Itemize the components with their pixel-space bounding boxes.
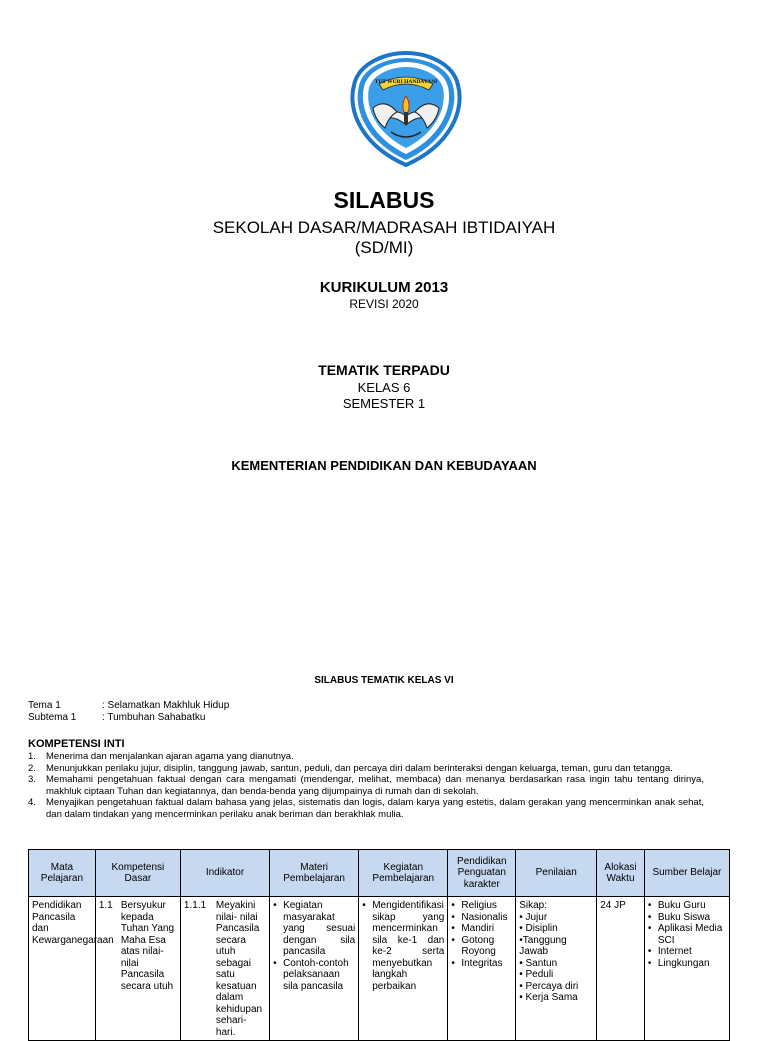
list-item: • Peduli — [519, 969, 554, 980]
list-item: • Nasionalis — [451, 912, 512, 924]
table-header-row — [29, 850, 730, 897]
column-header: Indikator — [180, 850, 269, 897]
list-item: • Gotong Royong — [451, 935, 512, 958]
time-allocation: 24 JP — [600, 900, 626, 911]
list-item: • Percaya diri — [519, 980, 579, 992]
meta-theme — [28, 700, 229, 711]
cell-basic-competence — [95, 897, 180, 1041]
core-competence-heading: KOMPETENSI INTI — [28, 738, 125, 750]
list-item — [28, 774, 704, 797]
item-text: Memahami pengetahuan faktual dengan cara mengamati (mendengar, melihat, membaca) dan menanya berdasarkan rasa ingin tahu tentang dirinya, makhluk ciptaan Tuhan dan kegiatannya, dan benda-benda yang dijumpainya di rumah dan di sekolah. — [46, 774, 704, 797]
column-header: Alokasi Waktu — [597, 850, 645, 897]
assessment-heading: Sikap: — [519, 900, 547, 911]
list-item: • Kegiatan masyarakat yang sesuai dengan sila pancasila — [273, 900, 355, 958]
item-number: 2. — [28, 762, 36, 774]
list-item: • Mengidentifikasi sikap yang mencerminkan sila ke-1 dan ke-2 serta menyebutkan langkah perbaikan — [362, 900, 444, 992]
column-header: Sumber Belajar — [644, 850, 729, 897]
kd-number: 1.1 — [98, 900, 113, 911]
list-item: • Santun — [519, 957, 558, 969]
list-item: • Disiplin — [519, 923, 558, 934]
subject-text: Pendidikan Pancasila dan Kewarganegaraan — [32, 900, 114, 946]
indicator-number: 1.1.1 — [183, 900, 207, 911]
cell-indicator — [180, 897, 269, 1041]
grade: KELAS 6 — [357, 380, 411, 395]
column-header: Penilaian — [516, 850, 597, 897]
cell-material — [270, 897, 359, 1041]
curriculum: KURIKULUM 2013 — [319, 279, 449, 296]
column-header: Mata Pelajaran — [29, 850, 96, 897]
table-row — [29, 897, 730, 1041]
curriculum-revision: REVISI 2020 — [349, 297, 419, 311]
kd-text: Bersyukur kepada Tuhan Yang Maha Esa atas nilai-nilai Pancasila secara utuh — [120, 900, 175, 992]
list-item: • Jujur — [519, 911, 548, 923]
list-item: • Kerja Sama — [519, 992, 578, 1003]
cell-time-allocation — [597, 897, 645, 1041]
item-number: 4. — [28, 797, 36, 809]
item-text: Menerima dan menjalankan ajaran agama yang dianutnya. — [46, 751, 294, 762]
meta-value: : Selamatkan Makhluk Hidup — [102, 700, 230, 711]
column-header: Kompetensi Dasar — [95, 850, 180, 897]
logo-motto: TUT WURI HANDAYANI — [374, 79, 438, 85]
list-item — [28, 797, 704, 820]
section-title: SILABUS TEMATIK KELAS VI — [314, 675, 454, 686]
item-number: 1. — [28, 751, 36, 762]
meta-key: Tema 1 — [28, 700, 61, 711]
tut-wuri-handayani-logo — [345, 50, 467, 168]
list-item: • Integritas — [451, 958, 512, 970]
meta-key: Subtema 1 — [28, 712, 77, 723]
syllabus-table — [28, 849, 730, 1041]
column-header: Pendidikan Penguatan karakter — [448, 850, 516, 897]
list-item: • Religius — [451, 900, 512, 912]
cell-assessment — [516, 897, 597, 1041]
meta-subtheme — [28, 712, 205, 723]
column-header: Kegiatan Pembelajaran — [359, 850, 448, 897]
subject: TEMATIK TERPADU — [318, 362, 450, 378]
list-item: • Buku Guru — [648, 900, 726, 912]
item-text: Menunjukkan perilaku jujur, disiplin, tanggung jawab, santun, peduli, dan percaya diri dalam berinteraksi dengan keluarga, teman, guru dan tetangga. — [46, 762, 673, 774]
list-item: •Tanggung Jawab — [519, 934, 567, 957]
core-competence-list — [28, 751, 704, 821]
column-header: Materi Pembelajaran — [270, 850, 359, 897]
list-item: • Mandiri — [451, 923, 512, 935]
ministry: KEMENTERIAN PENDIDIKAN DAN KEBUDAYAAN — [231, 458, 537, 473]
semester: SEMESTER 1 — [342, 396, 426, 411]
list-item: • Lingkungan — [648, 958, 726, 970]
item-number: 3. — [28, 774, 36, 786]
list-item — [28, 763, 704, 775]
list-item: • Aplikasi Media SCI — [648, 923, 726, 946]
item-text: Menyajikan pengetahuan faktual dalam bahasa yang jelas, sistematis dan logis, dalam karya yang estetis, dalam gerakan yang mencerminkan anak sehat, dan dalam tindakan yang mencerminkan perilaku anak beriman dan berakhlak mulia. — [46, 797, 704, 820]
cell-character — [448, 897, 516, 1041]
list-item — [28, 751, 704, 763]
list-item: • Contoh-contoh pelaksanaan sila pancasila — [273, 958, 355, 993]
list-item: • Buku Siswa — [648, 912, 726, 924]
list-item: • Internet — [648, 946, 726, 958]
school-level-abbr: (SD/MI) — [354, 238, 414, 257]
meta-value: : Tumbuhan Sahabatku — [102, 712, 206, 723]
cell-activity — [359, 897, 448, 1041]
indicator-text: Meyakini nilai- nilai Pancasila secara utuh sebagai satu kesatuan dalam kehidupan sehari- hari. — [215, 900, 263, 1038]
document-title: SILABUS — [333, 187, 435, 213]
school-level: SEKOLAH DASAR/MADRASAH IBTIDAIYAH — [212, 218, 556, 237]
cell-learning-sources — [644, 897, 729, 1041]
